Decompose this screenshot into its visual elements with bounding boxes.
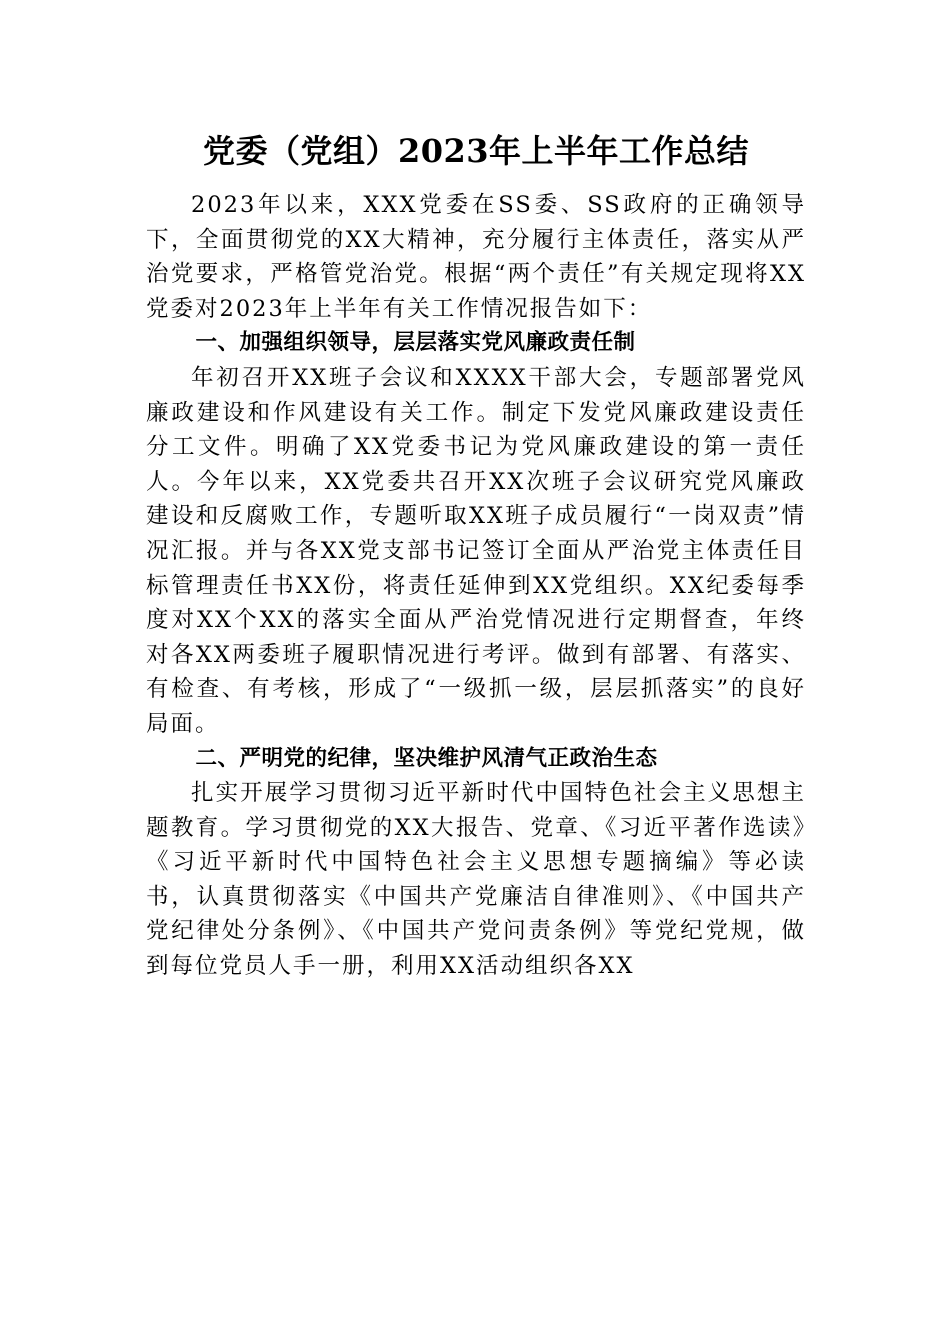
document-title: 党委（党组）2023年上半年工作总结: [202, 132, 750, 170]
section-1-heading: 一、加强组织领导，层层落实党风廉政责任制: [195, 330, 636, 356]
section-1-body: 年初召开XX班子会议和XXXX干部大会，专题部署党风廉政建设和作风建设有关工作。制定下发党风廉政建设责任分工文件。明确了XX党委书记为党风廉政建设的第一责任人。今年以来，XX党委共召开XX次班子会议研究党风廉政建设和反腐败工作，专题听取XX班子成员履行“一岗双责”情况汇报。并与各XX党支部书记签订全面从严治党主体责任目标管理责任书XX份，将责任延伸到XX党组织。XX纪委每季度对XX个XX的落实全面从严治党情况进行定期督查，年终对各XX两委班子履职情况进行考评。做到有部署、有落实、有检查、有考核，形成了“一级抓一级，层层抓落实”的良好局面。: [146, 364, 806, 737]
document-content: [146, 128, 806, 984]
intro-paragraph: 2023年以来，XXX党委在SS委、SS政府的正确领导下，全面贯彻党的XX大精神，充分履行主体责任，落实从严治党要求，严格管党治党。根据“两个责任”有关规定现将XX党委对2023年上半年有关工作情况报告如下：: [146, 192, 806, 322]
section-2-heading: 二、严明党的纪律，坚决维护风清气正政治生态: [195, 745, 658, 771]
section-2-body: 扎实开展学习贯彻习近平新时代中国特色社会主义思想主题教育。学习贯彻党的XX大报告、党章、《习近平著作选读》《习近平新时代中国特色社会主义思想专题摘编》等必读书，认真贯彻落实《中国共产党廉洁自律准则》、《中国共产党纪律处分条例》、《中国共产党问责条例》等党纪党规，做到每位党员人手一册，利用XX活动组织各XX: [146, 780, 806, 980]
